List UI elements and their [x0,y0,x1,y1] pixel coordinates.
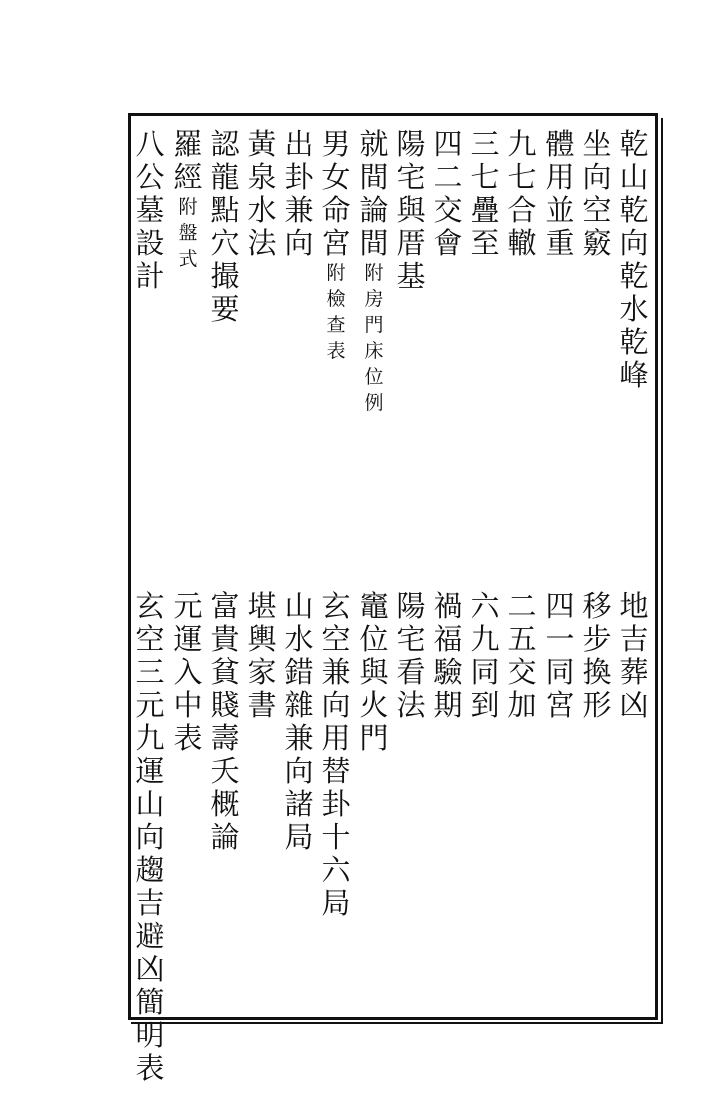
toc-entry-lower [430,590,466,722]
entry-note: 附 盤 式 [178,196,198,270]
toc-entry-lower [170,590,206,755]
entry-title: 羅 經 [173,127,203,194]
entry-title: 堪 輿 家 書 [247,589,277,722]
entry-title: 男 女 命 宮 [321,127,351,260]
toc-entry-upper [542,128,578,260]
toc-entry-upper [393,128,429,293]
inner-frame-rule [661,118,663,1023]
toc-entry-upper [170,128,206,272]
entry-title: 二 五 交 加 [507,589,537,722]
toc-entry-lower [281,590,317,854]
toc-entry-lower [318,590,354,920]
toc-entry-lower [132,590,168,1085]
toc-entry-lower [542,590,578,722]
toc-entry-lower [579,590,615,722]
entry-title: 地 吉 葬 凶 [619,589,649,722]
entry-title: 就 間 論 間 [359,127,389,260]
entry-note: 附 房 門 床 位 例 [364,262,384,414]
toc-entry-lower [616,590,652,722]
toc-entry-upper [318,128,354,364]
entry-title: 三 七 疊 至 [470,127,500,260]
entry-title: 玄 空 三 元 九 運 山 向 趨 吉 避 凶 簡 明 表 [135,589,165,1085]
entry-title: 玄 空 兼 向 用 替 卦 十 六 局 [321,589,351,920]
entry-title: 陽 宅 看 法 [396,589,426,722]
toc-entry-upper [207,128,243,326]
entry-title: 竈 位 與 火 門 [359,589,389,755]
entry-title: 禍 福 驗 期 [433,589,463,722]
entry-title: 元 運 入 中 表 [173,589,203,755]
entry-title: 認 龍 點 穴 撮 要 [210,127,240,326]
entry-title: 陽 宅 與 厝 基 [396,127,426,293]
toc-entry-lower [356,590,392,755]
toc-entry-upper [504,128,540,260]
toc-entry-upper [467,128,503,260]
entry-title: 移 步 換 形 [582,589,612,722]
entry-title: 出 卦 兼 向 [284,127,314,260]
toc-entry-lower [244,590,280,722]
bottom-frame-rule [131,1022,663,1024]
entry-title: 六 九 同 到 [470,589,500,722]
entry-title: 坐 向 空 竅 [582,127,612,260]
entry-title: 體 用 並 重 [545,127,575,260]
entry-title: 八 公 墓 設 計 [135,127,165,293]
toc-entry-upper [356,128,392,416]
entry-title: 四 一 同 宮 [545,589,575,722]
entry-title: 乾 山 乾 向 乾 水 乾 峰 [619,127,649,392]
toc-entry-upper [579,128,615,260]
entry-title: 九 七 合 轍 [507,127,537,260]
toc-entry-upper [430,128,466,260]
entry-note: 附 檢 查 表 [326,262,346,362]
entry-title: 富 貴 貧 賤 壽 夭 概 論 [210,589,240,854]
toc-entry-lower [393,590,429,722]
toc-entry-lower [467,590,503,722]
entry-title: 黃 泉 水 法 [247,127,277,260]
toc-entry-lower [504,590,540,722]
entry-title: 山 水 錯 雜 兼 向 諸 局 [284,589,314,854]
toc-entry-upper [244,128,280,260]
toc-entry-upper [132,128,168,293]
entry-title: 四 二 交 會 [433,127,463,260]
toc-entry-lower [207,590,243,854]
toc-entry-upper [616,128,652,392]
toc-entry-upper [281,128,317,260]
